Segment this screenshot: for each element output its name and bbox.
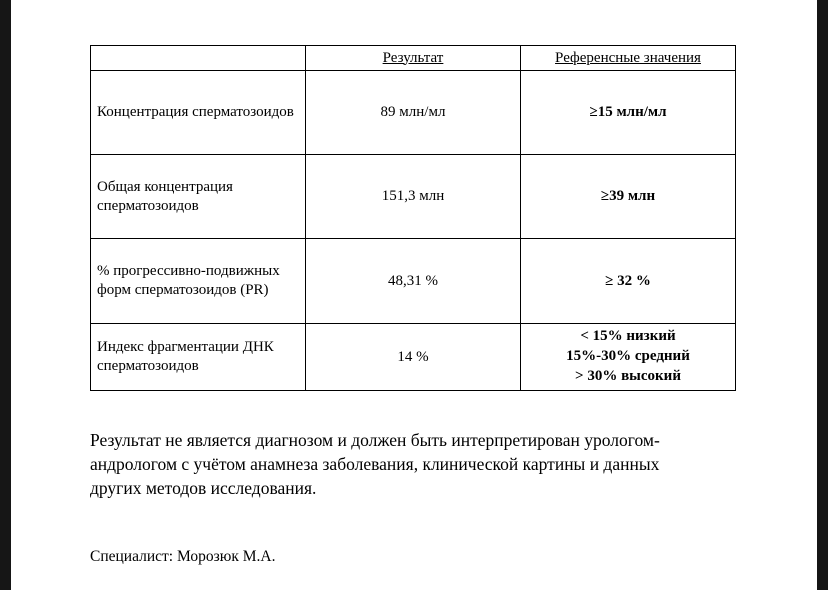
results-table xyxy=(90,45,736,391)
row-result-value: 14 % xyxy=(306,324,521,391)
row-reference-value: ≥15 млн/мл xyxy=(521,71,736,155)
table-row xyxy=(91,155,736,239)
row-reference-value xyxy=(521,324,736,391)
header-reference-label: Референсные значения xyxy=(555,49,701,66)
header-result xyxy=(306,46,521,71)
row-reference-value: ≥ 32 % xyxy=(521,239,736,324)
table-row xyxy=(91,324,736,391)
reference-line: > 30% высокий xyxy=(575,367,681,384)
reference-line: 15%-30% средний xyxy=(566,348,690,365)
row-result-value: 48,31 % xyxy=(306,239,521,324)
row-result-value: 89 млн/мл xyxy=(306,71,521,155)
row-parameter-name: Концентрация сперматозоидов xyxy=(91,71,306,155)
header-reference xyxy=(521,46,736,71)
header-result-label: Результат xyxy=(382,49,444,66)
table-header-row xyxy=(91,46,736,71)
header-empty-cell xyxy=(91,46,306,71)
row-result-value: 151,3 млн xyxy=(306,155,521,239)
row-parameter-name: Общая концентрация сперматозоидов xyxy=(91,155,306,239)
reference-line: < 15% низкий xyxy=(580,328,676,345)
row-parameter-name: Индекс фрагментации ДНК сперматозоидов xyxy=(91,324,306,391)
table-row xyxy=(91,239,736,324)
row-reference-value: ≥39 млн xyxy=(521,155,736,239)
left-edge-bar xyxy=(0,0,11,590)
right-edge-bar xyxy=(817,0,828,590)
specialist-line: Специалист: Морозюк М.А. xyxy=(90,548,276,565)
row-parameter-name: % прогрессивно-подвижных форм сперматозоидов (PR) xyxy=(91,239,306,324)
disclaimer-text: Результат не является диагнозом и должен быть интерпретирован урологом-андрологом с учётом анамнеза заболевания, клинической картины и данных других методов исследования. xyxy=(90,430,660,499)
table-row xyxy=(91,71,736,155)
